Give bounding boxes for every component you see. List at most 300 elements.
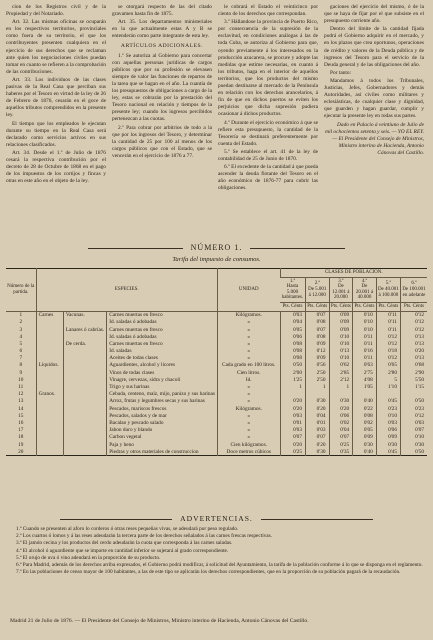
advertencia-item: 6.ª Para Madrid, además de los derechos arriba expresados, el Gobierno podrá modificar, á solicitud del Ayuntamiento, la tarifa de la población conforme á lo que se disponga en el reglamento.	[16, 562, 423, 569]
header-unit-6: Pts. Cénts	[400, 302, 427, 311]
paragraph: 4.º Durante el ejercicio económico á que se refiere esta presupuesto, la cantidad de la Tesorería se destinará preferentemente por cuenta del Estado.	[218, 119, 318, 147]
table-row	[6, 412, 427, 419]
rate-class-3: 0'35	[329, 448, 353, 456]
row-unidad: »	[217, 391, 280, 398]
row-subgroup	[63, 333, 106, 340]
rate-class-6: 1'15	[400, 383, 427, 390]
row-group	[36, 419, 63, 426]
row-subgroup: De cerda.	[63, 340, 106, 347]
table-row	[6, 348, 427, 355]
row-subgroup	[63, 419, 106, 426]
rate-class-6: 0'13	[400, 333, 427, 340]
row-number: 19	[18, 441, 24, 448]
row-subgroup	[63, 427, 106, 434]
rate-class-6: 0'23	[400, 405, 427, 412]
row-number: 20	[18, 448, 24, 455]
table-row	[6, 376, 427, 383]
rate-class-4: 1'05	[353, 383, 377, 390]
rate-class-4: 0'40	[353, 398, 377, 405]
paragraph: Art. 35. Los departamentos ministeriales en la que actualmente estas A y B se entenderán como parte integrante de esta ley.	[112, 19, 212, 40]
rate-class-3: 0'13	[329, 348, 353, 355]
rate-class-5: 0'12	[376, 355, 400, 362]
rate-class-1: 0'20	[280, 405, 305, 412]
rate-class-4: 0'22	[353, 405, 377, 412]
row-especie: Id. saladas ó adobadas	[107, 319, 218, 326]
header-unit-1: Pts. Cénts	[280, 302, 305, 311]
rate-class-3: 0'62	[329, 362, 353, 369]
paragraph: Por tanto:	[330, 69, 352, 76]
advertencia-item: 7.ª En las poblaciones de censo mayor de 100 habitantes, a las de este tipo se aplicarán los derechos correspondientes, que en la proporción de su población pagará de la recaudación.	[16, 569, 401, 576]
rate-class-1: 0'04	[280, 319, 305, 326]
section-heading: ARTÍCULOS ADICIONALES.	[120, 43, 204, 50]
rate-class-4: 0'11	[353, 340, 377, 347]
class-range: De 100.001 en adelante	[402, 286, 426, 298]
table-row	[6, 319, 427, 326]
paragraph: 1.º Se autoriza al Gobierno para concertar con aquellas personas jurídicas de cargos públicos que por su profesión se elevasen siempre de valor las funciones de repartos de la tarea que se hagan en el año. La cuantía de los presupuestos de obligaciones a cargo de la ley, estas se cobrarán por la prestación del Tesoro nacional en relación y tiempos de la presente ley; cuando los ingresos percibidos pertenezcan a las cuotas.	[112, 52, 212, 123]
rate-class-2: 0'08	[305, 319, 329, 326]
row-group	[36, 348, 63, 355]
rate-class-1: 0'03	[280, 427, 305, 434]
row-group	[36, 369, 63, 376]
table-row	[6, 311, 427, 319]
row-subgroup	[63, 391, 106, 398]
rate-class-5: 0'10	[376, 412, 400, 419]
row-group	[36, 376, 63, 383]
class-range: Hasta 5.000 habitantes.	[281, 284, 304, 301]
rate-class-1: 0'50	[280, 362, 305, 369]
row-unidad: »	[217, 340, 280, 347]
rate-class-5: 0'03	[376, 419, 400, 426]
row-group	[36, 441, 63, 448]
rate-class-4: 0'16	[353, 348, 377, 355]
row-group	[36, 427, 63, 434]
class-number: 3.ª	[338, 278, 344, 284]
row-especie: Vinos de todas clases	[107, 369, 218, 376]
rate-class-4: 0'02	[353, 419, 377, 426]
rate-class-6: 0'30	[400, 441, 427, 448]
rate-class-1: 0'20	[280, 398, 305, 405]
row-subgroup	[63, 376, 106, 383]
rate-class-2: 0'56	[305, 362, 329, 369]
row-especie: Vinagre, cervezas, sidra y chacolí	[107, 376, 218, 383]
rate-class-3: 0'07	[329, 434, 353, 441]
class-number: 2.ª	[314, 281, 320, 287]
rate-class-6: 0'12	[400, 326, 427, 333]
row-group	[36, 326, 63, 333]
class-number: 4.ª	[361, 278, 368, 284]
row-unidad: »	[217, 383, 280, 390]
advertencia-item: 5.ª El orujo de uva ó vino adeudará en la proporción de su producto.	[16, 554, 161, 561]
rate-class-2: 0'01	[305, 419, 329, 426]
row-group	[36, 355, 63, 362]
table-row	[6, 448, 427, 456]
rate-class-1	[280, 391, 305, 398]
rate-class-5: 0'45	[376, 448, 400, 456]
row-unidad: »	[217, 326, 280, 333]
rate-class-5: 2'80	[376, 369, 400, 376]
row-number: 10	[18, 376, 24, 383]
row-unidad: Cien litros.	[217, 369, 280, 376]
rate-class-2: 2'50	[305, 369, 329, 376]
row-unidad: »	[217, 319, 280, 326]
rate-class-2: 0'03	[305, 427, 329, 434]
rate-class-6	[400, 391, 427, 398]
rate-class-3: 0'02	[329, 419, 353, 426]
header-class-1	[280, 277, 305, 302]
row-number: 8	[19, 362, 23, 369]
class-range: De 20.001 á 40.000	[355, 284, 374, 301]
header-class-4	[353, 277, 377, 302]
rate-class-6: 0'13	[400, 340, 427, 347]
row-number: 17	[18, 427, 24, 434]
rate-class-5: 5	[376, 376, 400, 383]
row-unidad: »	[217, 355, 280, 362]
rate-class-1: 0'06	[280, 333, 305, 340]
row-especie: Arroz, frutas y legumbres secas y sus harinas	[107, 398, 218, 405]
rate-class-2: 0'09	[305, 340, 329, 347]
row-subgroup	[63, 405, 106, 412]
row-unidad: »	[217, 419, 280, 426]
table-row	[6, 427, 427, 434]
rate-class-3	[329, 391, 353, 398]
row-unidad: »	[217, 348, 280, 355]
advertencia-item: 2.ª Los cuartos ó lomos y á las reses adeudarán la tercera parte de los derechos señalados á las carnes frescas respectivas.	[16, 533, 273, 540]
rate-class-3: 1	[329, 383, 353, 390]
row-especie: Pescados, salados y de mar	[107, 412, 218, 419]
rate-class-1: 1'25	[280, 376, 305, 383]
row-number: 15	[18, 412, 24, 419]
row-unidad: Id.	[217, 376, 280, 383]
advertencia-item: 4.ª El alcohol ó aguardiente que se importe en cantidad inferior se sujetará al grado correspondiente.	[16, 547, 229, 554]
class-range: De 40.001 á 100.000	[377, 286, 399, 298]
row-especie: Carnes muertas en fresco	[107, 326, 218, 333]
row-subgroup	[63, 319, 106, 326]
class-number: 1.ª	[289, 278, 296, 284]
table-row	[6, 405, 427, 412]
paragraph: 5.º Se establece el art. 41 de la ley de contabilidad de 25 de Junio de 1870.	[218, 148, 318, 162]
rate-class-4: 0'30	[353, 441, 377, 448]
row-group: Carnes	[36, 311, 63, 319]
divider	[261, 519, 373, 520]
row-group	[36, 333, 63, 340]
row-especie: Bacalao y pescado salado	[107, 419, 218, 426]
row-number: 13	[18, 398, 24, 405]
row-number: 3	[19, 326, 23, 333]
row-number: 11	[18, 384, 24, 391]
header-numero: Número de la partida.	[6, 269, 36, 312]
table-row	[6, 340, 427, 347]
row-number: 2	[19, 319, 23, 326]
row-especie: Trigo y sus harinas	[107, 383, 218, 390]
row-especie: Carnes muertas en fresco	[107, 340, 218, 347]
row-number: 12	[18, 391, 24, 398]
rate-class-2: 0'30	[305, 398, 329, 405]
tarifa-table	[6, 268, 427, 456]
rate-class-2: 0'07	[305, 311, 329, 319]
table-row	[6, 326, 427, 333]
table-row	[6, 383, 427, 390]
rate-class-2: 2'50	[305, 376, 329, 383]
rate-class-5	[376, 391, 400, 398]
row-especie: Id. saladas	[107, 348, 218, 355]
table-row	[6, 391, 427, 398]
rate-class-2: 0'08	[305, 333, 329, 340]
header-class-3	[329, 277, 353, 302]
rate-class-5: 0'23	[376, 405, 400, 412]
rate-class-5: 0'09	[376, 434, 400, 441]
rate-class-4: 0'10	[353, 319, 377, 326]
rate-class-2	[305, 391, 329, 398]
rate-class-5: 0'12	[376, 340, 400, 347]
row-number: 18	[18, 434, 24, 441]
class-number: 6.ª	[411, 281, 417, 287]
row-especie: Aceites de todas clases	[107, 355, 218, 362]
divider	[60, 519, 172, 520]
row-subgroup: Lanares ó cabrías.	[63, 326, 106, 333]
row-unidad: »	[217, 412, 280, 419]
rate-class-2: 0'07	[305, 326, 329, 333]
table-row	[6, 369, 427, 376]
row-group	[36, 412, 63, 419]
rate-class-4	[353, 391, 377, 398]
row-especie: Jabon duro y blando	[107, 427, 218, 434]
rate-class-4: 4'08	[353, 376, 377, 383]
rate-class-1: 0'25	[280, 448, 305, 456]
table-row	[6, 362, 427, 369]
table-row	[6, 434, 427, 441]
row-unidad: »	[217, 398, 280, 405]
row-especie: Id. saladas ó adobadas	[107, 333, 218, 340]
row-especie: Cebada, centeno, maíz, mijo, panizo y sus harinas	[107, 391, 218, 398]
row-subgroup	[63, 441, 106, 448]
rate-class-5: 1'10	[376, 383, 400, 390]
rate-class-3: 0'10	[329, 333, 353, 340]
row-group	[36, 448, 63, 456]
row-group: Líquidos.	[36, 362, 63, 369]
header-unidad: UNIDAD	[217, 269, 280, 312]
rate-class-5: 0'11	[376, 326, 400, 333]
rate-class-2: 0'04	[305, 412, 329, 419]
rate-class-2: 0'09	[305, 355, 329, 362]
row-subgroup: Vacunas.	[63, 311, 106, 319]
table-row	[6, 441, 427, 448]
row-unidad: »	[217, 434, 280, 441]
rate-class-4: 0'10	[353, 311, 377, 319]
rate-class-5: 0'11	[376, 319, 400, 326]
row-group	[36, 319, 63, 326]
rate-class-6: 0'10	[400, 434, 427, 441]
rate-class-6: 0'50	[400, 448, 427, 456]
advertencias-title	[0, 514, 433, 523]
table-row	[6, 419, 427, 426]
row-especie: Carbon vegetal	[107, 434, 218, 441]
paragraph: Mandamos á todos los Tribunales, Justicias, Jefes, Gobernadores y demás Autoridades, así civiles como militares y eclesiásticas, de cualquier clase y dignidad, que guarden y hagan guardar, cumplir y ejecutar la presente ley en todas sus partes.	[324, 77, 424, 120]
row-subgroup	[63, 434, 106, 441]
row-subgroup	[63, 448, 106, 456]
rate-class-5: 0'11	[376, 311, 400, 319]
rate-class-6: 0'68	[400, 362, 427, 369]
rate-class-1: 0'05	[280, 326, 305, 333]
row-unidad: Kilógramos.	[217, 405, 280, 412]
rate-class-3: 0'04	[329, 427, 353, 434]
rate-class-6: 0'12	[400, 412, 427, 419]
rate-class-4: 0'11	[353, 355, 377, 362]
rate-class-3: 0'25	[329, 441, 353, 448]
column-1	[6, 4, 106, 242]
paragraph: 3.º Hállandose la provincia de Puerto Rico, por consecuencia de la supresión de la esclavitud, en condiciones análogas á las de toda Cuba, se autoriza al Gobierno para que, oyendo previamente á los interesados en la producción azucarera, se procure y adopte las medidas que estime necesarias, en cuanto á los tributos, haga en el interior de aquellos territorios, que los productos del mismo puedan destinarse al mercado de la Península en relación con los derechos arancelarios, á fin de que en dichos puertos se eviten los perjuicios que dicha supresión pudiera ocasionar á dichos productos.	[218, 19, 318, 118]
text-columns	[6, 4, 424, 242]
rate-class-5: 0'30	[376, 441, 400, 448]
column-4	[324, 4, 424, 242]
row-unidad: Cien kilógramos.	[217, 441, 280, 448]
signature-paragraph: Dado en Palacio á veintiuno de Julio de mil ochocientos setenta y seis. — YO EL REY. — El Presidente del Consejo de Ministros, Ministro interino de Hacienda, Antonio Cánovas del Castillo.	[325, 121, 424, 156]
header-unit-4: Pts. Cénts	[353, 302, 377, 311]
rate-class-5: 0'45	[376, 398, 400, 405]
rate-class-2: 0'20	[305, 405, 329, 412]
row-especie: Piedras y otros materiales de construccion	[107, 448, 218, 456]
paragraph: cion de los Registros civil y de la Propiedad y del Notariado.	[6, 4, 106, 18]
header-clases: CLASES DE POBLACION.	[280, 269, 427, 278]
rate-class-6: 0'07	[400, 427, 427, 434]
row-subgroup	[63, 383, 106, 390]
header-especies: ESPECIES.	[36, 269, 217, 312]
table-row	[6, 333, 427, 340]
rate-class-3: 0'10	[329, 340, 353, 347]
rate-class-1: 2'00	[280, 369, 305, 376]
column-2	[112, 4, 212, 242]
header-unit-5: Pts. Cénts	[376, 302, 400, 311]
column-3	[218, 4, 318, 242]
paragraph: El tiempo que los empleados le ejecutan durante su tiempo en la Real Casa será declarado como servicios activos en sus relaciones clasificados.	[6, 120, 106, 148]
advertencias-list	[10, 526, 424, 576]
row-group	[36, 405, 63, 412]
rate-class-3: 2'85	[329, 369, 353, 376]
row-number: 6	[19, 348, 23, 355]
row-number: 1	[19, 312, 23, 319]
row-subgroup	[63, 412, 106, 419]
rate-class-6: 0'20	[400, 348, 427, 355]
rate-class-5: 0'65	[376, 362, 400, 369]
rate-class-4: 2'75	[353, 369, 377, 376]
row-subgroup	[63, 398, 106, 405]
header-class-6	[400, 277, 427, 302]
rate-class-4: 0'63	[353, 362, 377, 369]
rate-class-2: 0'20	[305, 441, 329, 448]
rate-class-3: 0'10	[329, 355, 353, 362]
table-title: Tarifa del impuesto de consumos.	[172, 256, 261, 263]
rate-class-1: 0'08	[280, 355, 305, 362]
row-subgroup	[63, 355, 106, 362]
paragraph: le cobrará el Estado el veinticinco por ciento de los derechos que correspondan.	[218, 4, 318, 18]
rate-class-1: 1	[280, 383, 305, 390]
rate-class-1: 0'03	[280, 412, 305, 419]
rate-class-4: 0'05	[353, 427, 377, 434]
rate-class-5: 0'06	[376, 427, 400, 434]
paragraph: se otorgará respecto de las del citado gravamen hasta fin de 1875.	[112, 4, 212, 18]
table-row	[6, 355, 427, 362]
row-group	[36, 383, 63, 390]
rate-class-6: 0'12	[400, 319, 427, 326]
paragraph: gaciones del ejercicio del mismo, ó de la que se haya de fijar por el que subsiste en el presupuesto corriente año.	[324, 4, 424, 25]
rate-class-3: 0'20	[329, 405, 353, 412]
paragraph: Dentro del límite de la cantidad fijada podrá el Gobierno adquirir en el mercado, y en los plazos que crea oportunos, operaciones de crédito y valores de la Deuda pública y de ingresos del Tesoro para el servicio de la Deuda general y de las obligaciones del año.	[324, 26, 424, 68]
header-class-5	[376, 277, 400, 302]
paragraph: 2.º Para cobrar por arbitrios de todo a la que por los ingresos del Tesoro, y determinar la cantidad de 25 por 100 al menos de los cargos públicos que con el Estado, que se vencerán en el ejercicio de 1876 a 77.	[112, 124, 212, 159]
paragraph: 6.º El excedente de la cantidad á que pueda ascender la deuda flotante del Tesoro en el año económico de 1876-77 para cubrir las obligaciones.	[218, 164, 318, 192]
row-especie: Aguardientes, alcohol y licores	[107, 362, 218, 369]
rate-class-4: 0'08	[353, 412, 377, 419]
rate-class-1: 0'07	[280, 434, 305, 441]
rate-class-1: 0'01	[280, 419, 305, 426]
row-unidad: »	[217, 427, 280, 434]
row-especie: Pescados, mariscos frescos	[107, 405, 218, 412]
row-especie: Paja y heno	[107, 441, 218, 448]
row-group: Granos.	[36, 391, 63, 398]
table-row	[6, 398, 427, 405]
rate-class-4: 0'11	[353, 333, 377, 340]
rate-class-1: 0'08	[280, 340, 305, 347]
rate-class-2: 1	[305, 383, 329, 390]
row-unidad: Doce metros cúbicos	[217, 448, 280, 456]
row-unidad: »	[217, 333, 280, 340]
rate-class-4: 0'09	[353, 434, 377, 441]
rate-class-6: 0'13	[400, 355, 427, 362]
rate-class-2: 0'12	[305, 348, 329, 355]
rate-class-4: 0'10	[353, 326, 377, 333]
header-unit-2: Pts. Cénts	[305, 302, 329, 311]
rate-class-1: 0'03	[280, 311, 305, 319]
rate-class-3: 2'12	[329, 376, 353, 383]
class-range: De 5.001 á 12.000	[308, 286, 327, 298]
rate-class-5: 0'12	[376, 333, 400, 340]
class-number: 5.ª	[385, 281, 391, 287]
row-unidad: Kilógramos.	[217, 311, 280, 319]
rate-class-1: 0'08	[280, 348, 305, 355]
rate-class-2: 0'30	[305, 448, 329, 456]
advertencia-item: 3.ª El jamón cecina y los productos del cerdo adeudarán la cuota que corresponda á las carnes saladas.	[16, 540, 233, 547]
row-number: 14	[18, 405, 24, 412]
rate-class-6: 2'90	[400, 369, 427, 376]
footer-signature: Madrid 21 de Julio de 1876. — El Presidente del Consejo de Ministros, Ministro interino de Hacienda, Antonio Cánovas del Castillo.	[10, 618, 309, 624]
row-group	[36, 434, 63, 441]
section-number-title	[0, 243, 433, 252]
rate-class-3: 0'06	[329, 412, 353, 419]
row-subgroup	[63, 369, 106, 376]
row-number: 4	[19, 333, 23, 340]
paragraph: Art. 34. Desde el 1.º de Julio de 1876 cesará la respectiva contribución por el decreto de 28 de Octubre de 1868 en el pago de los impuestos de los cortijos y fincas y otras en este año en el objeto de la ley.	[6, 149, 106, 185]
header-class-2	[305, 277, 329, 302]
rate-class-6: 0'12	[400, 311, 427, 319]
divider	[250, 248, 345, 249]
rate-class-6: 0'50	[400, 398, 427, 405]
class-range: De 12.001 á 20.000	[332, 284, 350, 301]
advertencia-item: 1.ª Cuando se presenten al aforo lo corderos ó otras reses pequeñas vivas, se adeudará por peso regulado.	[16, 526, 239, 532]
row-number: 9	[19, 369, 23, 376]
row-especie: Carnes muertas en fresco	[107, 311, 218, 319]
section-number-label: NÚMERO 1.	[190, 243, 243, 252]
divider	[88, 248, 183, 249]
row-group	[36, 340, 63, 347]
row-subgroup	[63, 362, 106, 369]
rate-class-3: 0'09	[329, 326, 353, 333]
paragraph: Art. 32. Las mismas oficinas se ocuparán en los respectivos territorios, provinciales como fuera de su territorio, el que los contribuyentes presenten cualquiera en el ejercicio de sus derechos que se reclaman ante quien los negociaciones civiles puedan tomar en cuanto se refieren a la comprobación de las contribuciones.	[6, 19, 106, 75]
rate-class-1: 0'20	[280, 441, 305, 448]
row-number: 5	[19, 340, 23, 347]
header-unit-3: Pts. Cénts	[329, 302, 353, 311]
row-number: 16	[18, 419, 24, 426]
rate-class-3: 0'09	[329, 319, 353, 326]
rate-class-2: 0'07	[305, 434, 329, 441]
